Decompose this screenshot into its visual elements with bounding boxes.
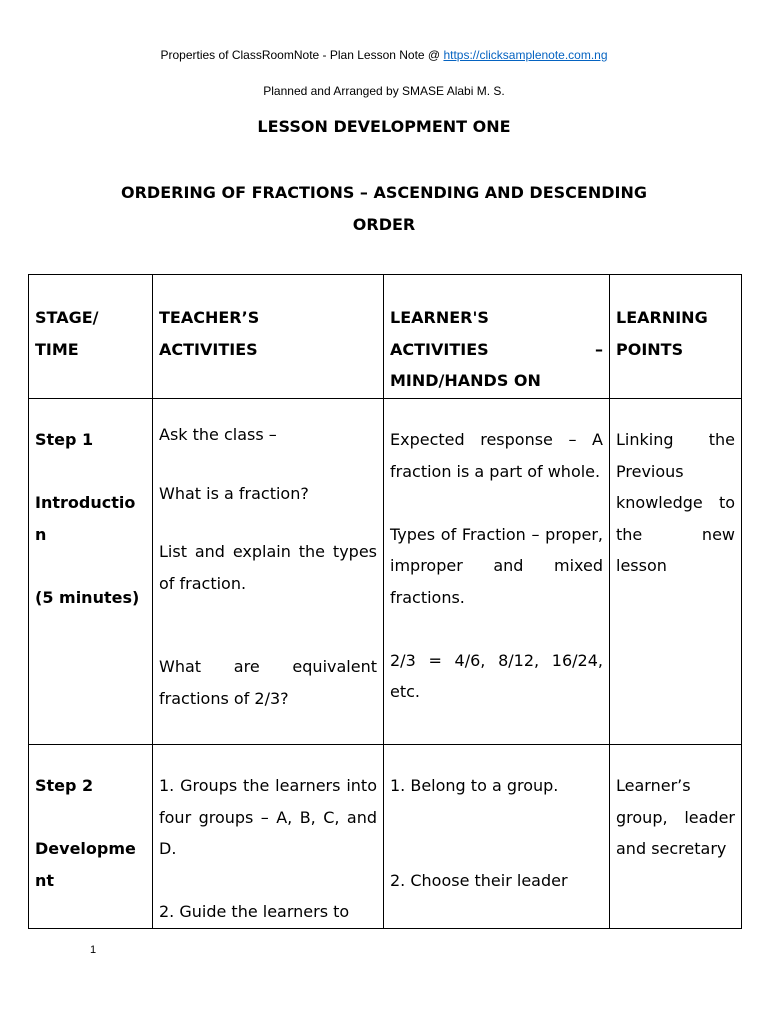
page-number: 1	[90, 944, 97, 956]
table-header-row	[29, 275, 742, 399]
header-learning-points: LEARNING POINTS	[610, 275, 742, 399]
header-learner-activities: LEARNER'S ACTIVITIES – MIND/HANDS ON	[384, 275, 610, 399]
lesson-subtitle: ORDERING OF FRACTIONS – ASCENDING AND DESCENDING ORDER	[121, 183, 647, 234]
page-header-line2: Planned and Arranged by SMASE Alabi M. S.	[263, 84, 505, 98]
lesson-table	[28, 274, 742, 929]
page-header-line1	[0, 46, 768, 64]
lesson-title: LESSON DEVELOPMENT ONE	[257, 117, 511, 136]
table-row	[29, 745, 742, 929]
row1-learning-points: Linking the Previous knowledge to the new lesson	[610, 399, 742, 745]
table-row	[29, 399, 742, 745]
row2-learning-points: Learner’s group, leader and secretary	[610, 745, 742, 929]
row2-stage: Step 2 Development	[29, 745, 153, 929]
header-link[interactable]: https://clicksamplenote.com.ng	[443, 48, 608, 62]
row1-learner-activities: Expected response – A fraction is a part of whole. Types of Fraction – proper, improper and mixed fractions. 2/3 = 4/6, 8/12, 16/24, etc.	[384, 399, 610, 745]
header-stage-time: STAGE/ TIME	[29, 275, 153, 399]
header-teacher-activities: TEACHER’S ACTIVITIES	[153, 275, 384, 399]
row2-teacher-activities: 1. Groups the learners into four groups – A, B, C, and D. 2. Guide the learners to	[153, 745, 384, 929]
header-text: Properties of ClassRoomNote - Plan Lesson Note @	[160, 48, 444, 62]
row2-learner-activities: 1. Belong to a group. 2. Choose their leader	[384, 745, 610, 929]
row1-teacher-activities: Ask the class – What is a fraction? List and explain the types of fraction. What are equivalent fractions of 2/3?	[153, 399, 384, 745]
row1-stage: Step 1 Introduction (5 minutes)	[29, 399, 153, 745]
